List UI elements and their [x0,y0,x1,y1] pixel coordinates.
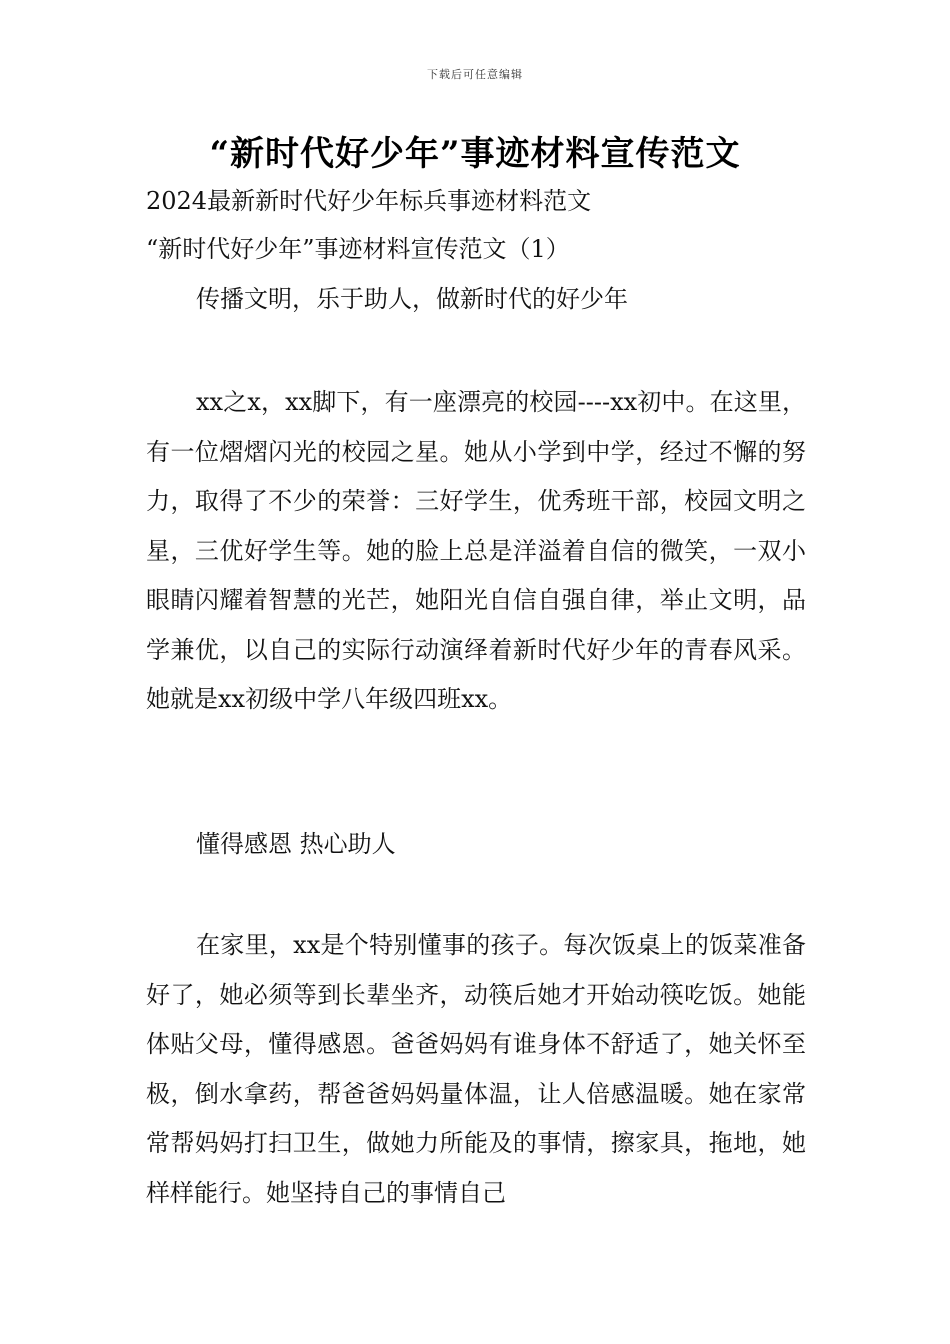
paragraph-intro: xx之x，xx脚下，有一座漂亮的校园----xx初中。在这里，有一位熠熠闪光的校园之星。她从小学到中学，经过不懈的努力，取得了不少的荣誉：三好学生，优秀班干部，校园文明之星，三优好学生等。她的脸上总是洋溢着自信的微笑，一双小眼睛闪耀着智慧的光芒，她阳光自信自强自律，举止文明，品学兼优，以自己的实际行动演绎着新时代好少年的青春风采。她就是xx初级中学八年级四班xx。 [146,388,806,713]
subheading: 懂得感恩 热心助人 [196,830,396,858]
paragraph-family: 在家里，xx是个特别懂事的孩子。每次饭桌上的饭菜准备好了，她必须等到长辈坐齐，动筷后她才开始动筷吃饭。她能体贴父母，懂得感恩。爸爸妈妈有谁身体不舒适了，她关怀至极，倒水拿药，帮爸爸妈妈量体温，让人倍感温暖。她在家常常帮妈妈打扫卫生，做她力所能及的事情，擦家具，拖地，她样样能行。她坚持自己的事情自己 [146,931,806,1207]
subtitle: 2024最新新时代好少年标兵事迹材料范文 [146,187,592,215]
slogan: 传播文明，乐于助人，做新时代的好少年 [196,285,628,313]
section-heading: “新时代好少年”事迹材料宣传范文（1） [146,235,570,263]
document-title: “新时代好少年”事迹材料宣传范文 [209,134,741,174]
header-note: 下载后可任意编辑 [427,68,523,81]
